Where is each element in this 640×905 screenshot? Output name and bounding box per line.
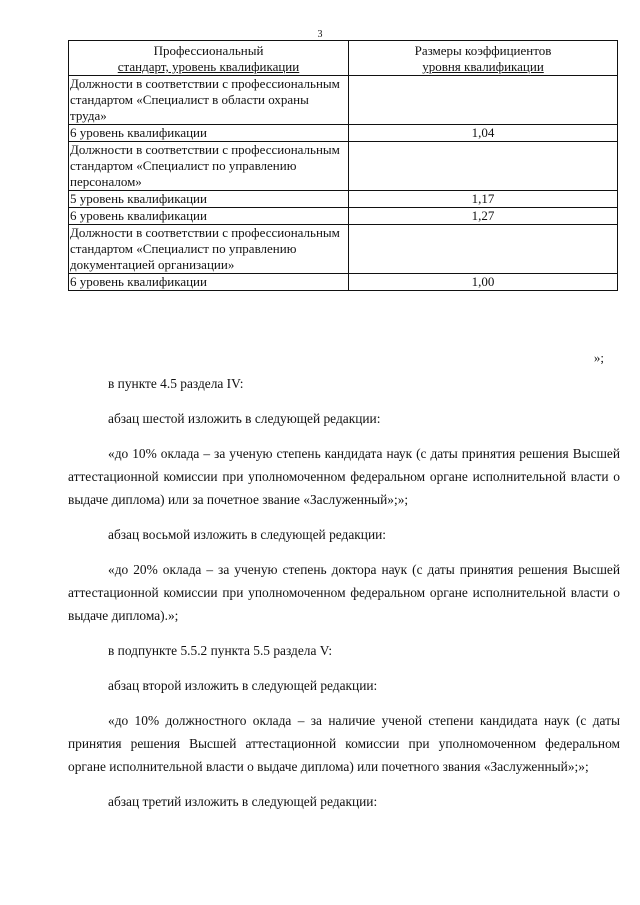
paragraph: абзац третий изложить в следующей редакции: [108, 794, 378, 810]
paragraph: абзац шестой изложить в следующей редакции: [108, 410, 381, 426]
header-col1-line1: Профессиональный [153, 43, 264, 58]
paragraph: «до 10% оклада – за ученую степень кандидата наук (с даты принятия решения Высшей аттестационной комиссии при уполномоченном федеральном органе исполнительной власти о выдаче диплома) или за почетное звание «Заслуженный»;»; [68, 445, 620, 508]
document-body [68, 372, 620, 825]
row-label: 5 уровень квалификации [69, 191, 349, 208]
row-label: Должности в соответствии с профессиональным стандартом «Специалист в области охраны труда» [69, 76, 349, 125]
row-value [349, 76, 618, 125]
table-row [69, 225, 618, 274]
row-value: 1,17 [349, 191, 618, 208]
table-row [69, 76, 618, 125]
row-label: 6 уровень квалификации [69, 208, 349, 225]
header-col2-line1: Размеры коэффициентов [414, 43, 552, 58]
paragraph: «до 10% должностного оклада – за наличие ученой степени кандидата наук (с даты принятия решения Высшей аттестационной комиссии при уполномоченном федеральном органе исполнительной власти о выдаче диплома) или почетного звания «Заслуженный»;»; [68, 712, 620, 775]
header-col2-line2: уровня квалификации [422, 59, 544, 74]
table-row [69, 208, 618, 225]
table-header-row [69, 41, 618, 76]
paragraph: «до 20% оклада – за ученую степень доктора наук (с даты принятия решения Высшей аттестационной комиссии при уполномоченном федеральном органе исполнительной власти о выдаче диплома).»; [68, 561, 620, 624]
row-label: Должности в соответствии с профессиональным стандартом «Специалист по управлению персоналом» [69, 142, 349, 191]
closing-quote: »; [593, 350, 604, 365]
table-row [69, 191, 618, 208]
row-label: 6 уровень квалификации [69, 125, 349, 142]
table-row [69, 142, 618, 191]
header-coefficient-size [349, 41, 618, 76]
header-standard-level [69, 41, 349, 76]
row-value: 1,27 [349, 208, 618, 225]
table-row [69, 125, 618, 142]
row-label: Должности в соответствии с профессиональным стандартом «Специалист по управлению документацией организации» [69, 225, 349, 274]
row-value: 1,04 [349, 125, 618, 142]
page-number: 3 [317, 29, 323, 40]
table-row [69, 274, 618, 291]
header-col1-line2: стандарт, уровень квалификации [117, 59, 300, 74]
paragraph: абзац восьмой изложить в следующей редакции: [108, 526, 387, 542]
row-value: 1,00 [349, 274, 618, 291]
row-value [349, 142, 618, 191]
paragraph: в пункте 4.5 раздела IV: [108, 376, 244, 391]
row-label: 6 уровень квалификации [69, 274, 349, 291]
paragraph: абзац второй изложить в следующей редакции: [108, 677, 378, 693]
row-value [349, 225, 618, 274]
qualification-coefficient-table [68, 40, 618, 291]
paragraph: в подпункте 5.5.2 пункта 5.5 раздела V: [108, 643, 333, 659]
